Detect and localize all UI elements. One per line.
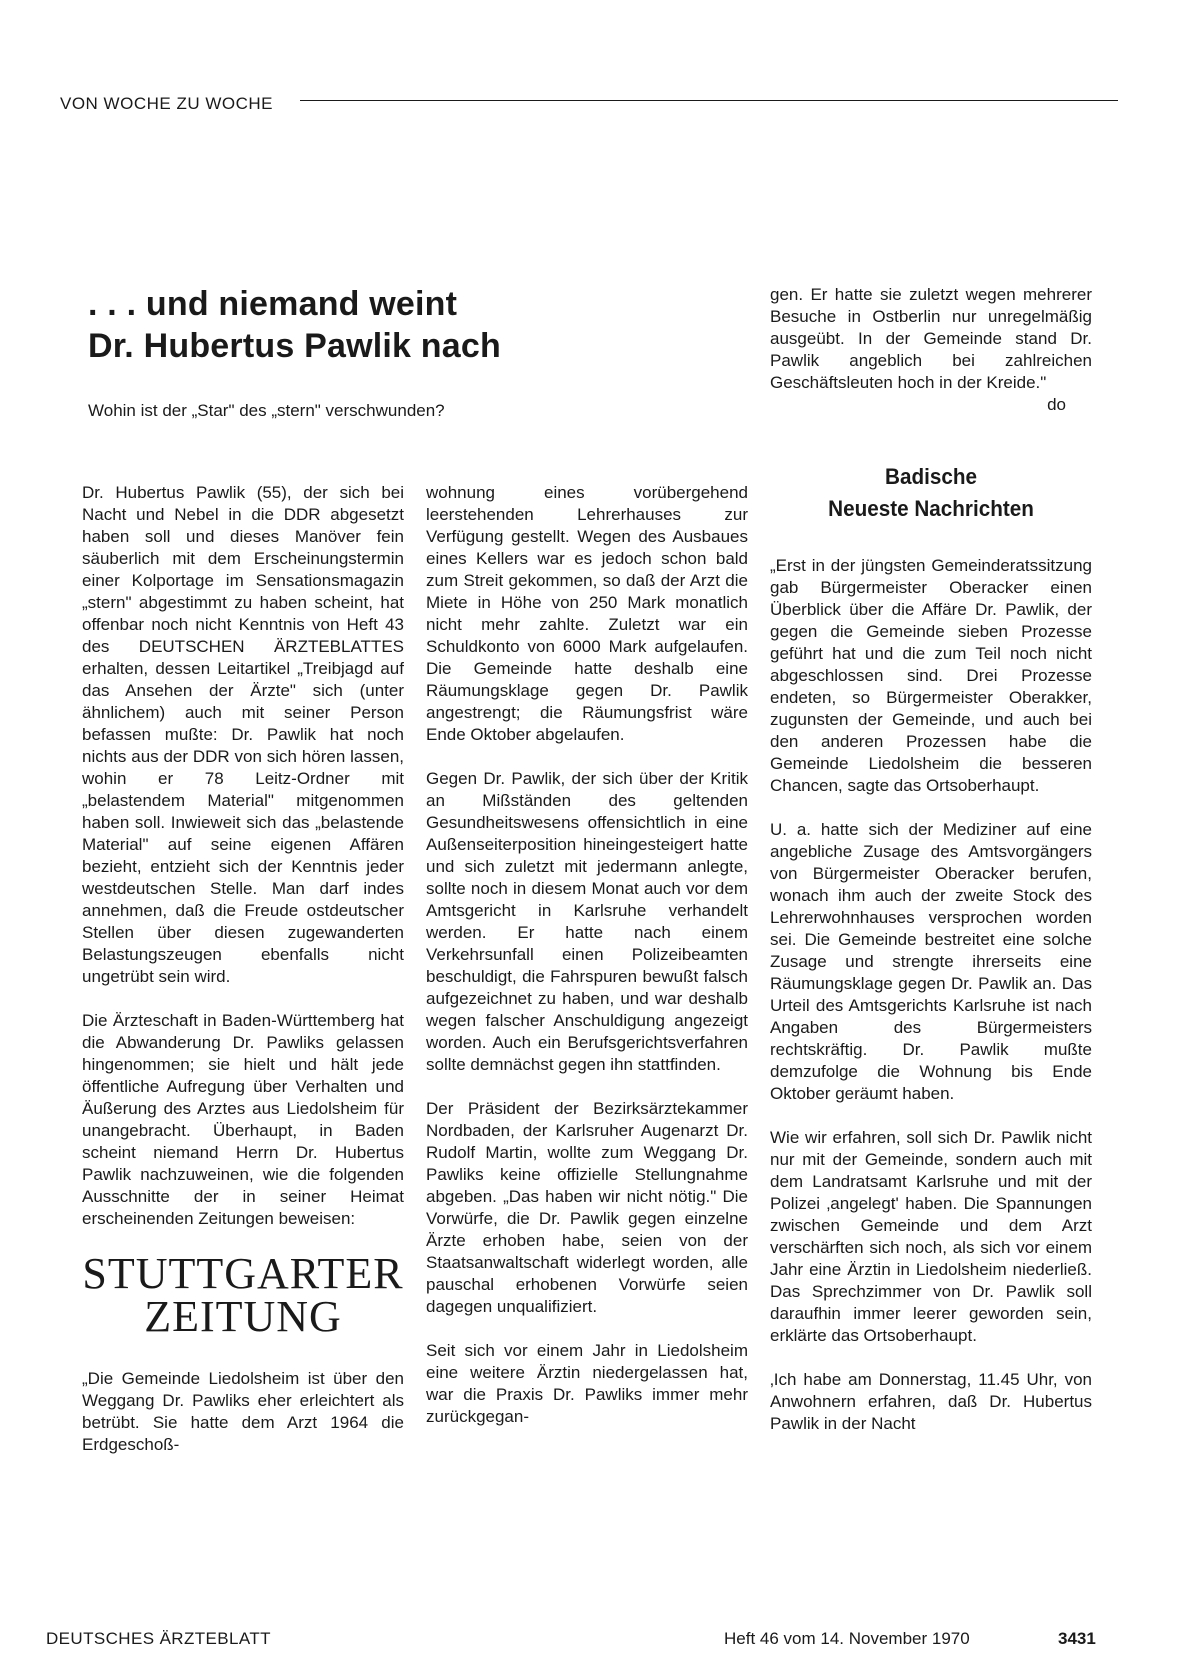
paragraph: Gegen Dr. Pawlik, der sich über der Kritik an Mißständen des geltenden Gesundheitswesens offensichtlich in eine Außenseiterposition hineingesteigert hatte und sich zuletzt mit jedermann anlegte, sollte noch in diesem Monat auch vor dem Amtsgericht in Karlsruhe verhandelt werden. Er hatte nach einem Verkehrsunfall einen Polizeibeamten beschuldigt, die Fahrspuren bewußt falsch aufgezeichnet zu haben, und war deshalb wegen falscher Anschuldigung angezeigt worden. Auch ein Berufsgerichtsverfahren sollte demnächst gegen ihn stattfinden. [426, 769, 748, 1074]
article-title [88, 283, 708, 367]
paragraph: „Die Gemeinde Liedolsheim ist über den Weggang Dr. Pawliks eher erleichtert als betrübt. Sie hatte dem Arzt 1964 die Erdgeschoß- [82, 1369, 404, 1454]
footer-issue: Heft 46 vom 14. November 1970 [724, 1629, 970, 1648]
paragraph: Die Ärzteschaft in Baden-Württemberg hat die Abwanderung Dr. Pawliks gelassen hingenommen; sie hielt und hält jede öffentliche Aufregung über Verhalten und Äußerung des Arztes aus Liedolsheim für unangebracht. Überhaupt, in Baden scheint niemand Herrn Dr. Hubertus Pawlik nachzuweinen, wie die folgenden Ausschnitte der in seiner Heimat erscheinenden Zeitungen beweisen: [82, 1011, 404, 1228]
masthead-line-1: STUTTGARTER [82, 1249, 404, 1298]
paragraph: Seit sich vor einem Jahr in Liedolsheim eine weitere Ärztin niedergelassen hat, war die Praxis Dr. Pawliks immer mehr zurückgegan- [426, 1341, 748, 1426]
paragraph: U. a. hatte sich der Mediziner auf eine angebliche Zusage des Amtsvorgängers von Bürgermeister Oberacker berufen, wonach ihm auch der zweite Stock des Lehrerwohnhauses versprochen worden sei. Die Gemeinde bestreitet eine solche Zusage und strengte ihrerseits eine Räumungsklage gegen Dr. Pawlik an. Das Urteil des Amtsgerichts Karlsruhe ist nach Angaben des Bürgermeisters rechtskräftig. Dr. Pawlik mußte demzufolge die Wohnung bis Ende Oktober geräumt haben. [770, 820, 1092, 1103]
paragraph: Wie wir erfahren, soll sich Dr. Pawlik nicht nur mit der Gemeinde, sondern auch mit dem Landratsamt Karlsruhe und mit der Polizei ‚angelegt' haben. Die Spannungen zwischen Gemeinde und dem Arzt verschärften sich noch, als sich vor einem Jahr eine Ärztin in Liedolsheim niederließ. Das Sprechzimmer von Dr. Pawlik soll daraufhin immer leerer geworden sein, erklärte das Ortsoberhaupt. [770, 1128, 1092, 1345]
footer-journal-name: DEUTSCHES ÄRZTEBLATT [46, 1629, 271, 1648]
title-line-1: . . . und niemand weint [88, 285, 458, 323]
page-number: 3431 [1058, 1629, 1096, 1648]
paragraph: Dr. Hubertus Pawlik (55), der sich bei Nacht und Nebel in die DDR abgesetzt haben soll und dieses Manöver fein säuberlich mit dem Erscheinungstermin einer Kolportage im Sensationsmagazin „stern" abgestimmt zu haben scheint, hat offenbar noch nicht Kenntnis von Heft 43 des DEUTSCHEN ÄRZTEBLATTES erhalten, dessen Leitartikel „Treibjagd auf das Ansehen der Ärzte" sich (unter ähnlichem) auch mit seiner Person befassen mußte: Dr. Pawlik hat noch nichts aus der DDR von sich hören lassen, wohin er 78 Leitz-Ordner mit „belastendem Material" mitgenommen haben soll. Inwieweit sich das „belastende Material" auf seine eigenen Affären bezieht, entzieht sich der Kenntnis jeder westdeutschen Stelle. Man darf indes annehmen, daß die Freude ostdeutscher Stellen über diesen zugewanderten Belastungszeugen ebenfalls nicht ungetrübt sein wird. [82, 483, 404, 986]
badische-neueste-nachrichten-masthead [780, 461, 1083, 525]
column-2 [426, 482, 748, 1428]
paragraph: ‚Ich habe am Donnerstag, 11.45 Uhr, von Anwohnern erfahren, daß Dr. Hubertus Pawlik in der Nacht [770, 1370, 1092, 1433]
paragraph: gen. Er hatte sie zuletzt wegen mehrerer Besuche in Ostberlin nur unregelmäßig ausgeübt. In der Gemeinde stand Dr. Pawlik angeblich bei zahlreichen Geschäftsleuten hoch in der Kreide." [770, 285, 1092, 392]
article-subtitle: Wohin ist der „Star" des „stern" verschwunden? [88, 401, 445, 420]
signature-row [770, 394, 1092, 416]
paragraph: Der Präsident der Bezirksärztekammer Nordbaden, der Karlsruher Augenarzt Dr. Rudolf Martin, wollte zum Weggang Dr. Pawliks keine offizielle Stellungnahme abgeben. „Das haben wir nicht nötig." Die Vorwürfe, die Dr. Pawlik gegen einzelne Ärzte erhoben habe, seien von der Staatsanwaltschaft widerlegt worden, alle pauschal erhobenen Vorwürfe seien dagegen unqualifiziert. [426, 1099, 748, 1316]
masthead-line-2: ZEITUNG [144, 1292, 342, 1341]
paragraph: wohnung eines vorübergehend leerstehenden Lehrerhauses zur Verfügung gestellt. Wegen des Ausbaues eines Kellers war es jedoch schon bald zum Streit gekommen, so daß der Arzt die Miete in Höhe von 250 Mark monatlich nicht mehr zahlte. Zuletzt war ein Schuldkonto von 6000 Mark aufgelaufen. Die Gemeinde hatte deshalb eine Räumungsklage gegen Dr. Pawlik angestrengt; die Räumungsfrist wäre Ende Oktober abgelaufen. [426, 483, 748, 744]
masthead-line-1: Badische [885, 464, 977, 489]
column-1 [82, 482, 404, 1456]
column-3 [770, 555, 1092, 1435]
stuttgarter-zeitung-masthead [82, 1249, 404, 1341]
column-3-continuation [770, 284, 1092, 416]
author-initials: do [1047, 395, 1066, 414]
title-line-2: Dr. Hubertus Pawlik nach [88, 327, 501, 365]
top-rule [300, 100, 1118, 101]
paragraph: „Erst in der jüngsten Gemeinderatssitzung gab Bürgermeister Oberacker einen Überblick über die Affäre Dr. Pawlik, der gegen die Gemeinde sieben Prozesse geführt hat und die zum Teil noch nicht abgeschlossen sind. Drei Prozesse endeten, so Bürgermeister Oberakker, zugunsten der Gemeinde, und auch bei den anderen Prozessen habe die Gemeinde Liedolsheim die besseren Chancen, sagte das Ortsoberhaupt. [770, 556, 1092, 795]
masthead-line-2: Neueste Nachrichten [828, 496, 1034, 521]
section-label: VON WOCHE ZU WOCHE [60, 94, 273, 113]
